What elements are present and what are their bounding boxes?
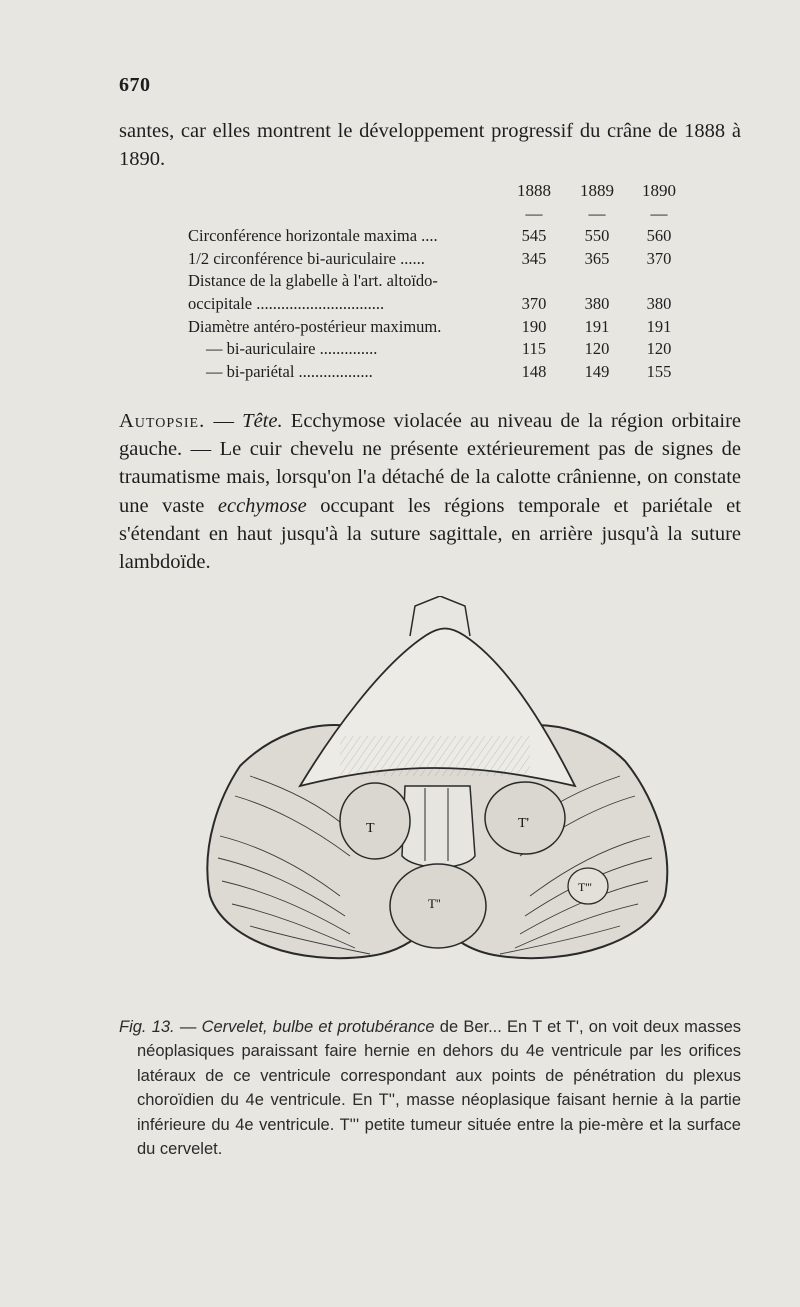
caption-dash: —	[174, 1018, 202, 1036]
row-label: Diamètre antéro-postérieur maximum.	[188, 316, 442, 336]
cell-1890: 191	[646, 316, 672, 336]
autopsy-heading: Autopsie.	[119, 410, 206, 432]
row-label: — bi-pariétal ..................	[206, 361, 373, 381]
row-label: occipitale ...............................	[188, 293, 385, 313]
year-1888: 1888	[517, 181, 551, 200]
label-T: T	[366, 821, 375, 836]
page-number: 670	[119, 74, 151, 96]
autopsy-text-2: occupant les régions temporale et pariétale et s'étendant en haut jusqu'à la suture sagittale, en arrière jusqu'à la suture lambdoïde.	[119, 494, 741, 574]
table-row	[188, 248, 688, 271]
table-row	[188, 293, 688, 316]
cell-1888: 345	[521, 248, 547, 268]
cell-1889: 120	[584, 339, 610, 359]
table-header-years	[188, 180, 688, 203]
cell-1890: 120	[646, 339, 672, 359]
cell-1888: 148	[521, 361, 547, 381]
autopsy-paragraph	[119, 407, 741, 576]
autopsy-subheading: Tête.	[242, 410, 283, 432]
cell-1890: 560	[646, 226, 672, 246]
cell-1889: 149	[584, 361, 610, 381]
year-1889: 1889	[580, 181, 614, 200]
caption-fig-label: Fig. 13.	[119, 1018, 175, 1036]
table-row	[188, 338, 688, 361]
caption-text: de Ber... En T et T', on voit deux masses néoplasiques paraissant faire hernie en dehors du 4e ventricule par les orifices latéraux de ce ventricule correspondant aux points de pénétration du plexus choroïdien du 4e ventricule. En T'', masse néoplasique faisant hernie à la partie inférieure du 4e ventricule. T''' petite tumeur située entre la pie-mère et la surface du cervelet.	[137, 1018, 742, 1159]
cell-1888: 545	[521, 226, 547, 246]
year-1890: 1890	[642, 181, 676, 200]
caption-title: Cervelet, bulbe et protubérance	[201, 1018, 435, 1036]
row-label: Distance de la glabelle à l'art. altoïdo-	[188, 271, 438, 291]
label-T-double-prime: T''	[428, 896, 441, 911]
table-row	[188, 316, 688, 339]
autopsy-emphasis: ecchymose	[217, 494, 307, 517]
intro-paragraph: santes, car elles montrent le développement progressif du crâne de 1888 à 1890.	[119, 120, 741, 171]
cell-1889: 191	[584, 316, 610, 336]
autopsy-text-1: Ecchymose violacée au niveau de la région orbitaire gauche. — Le cuir chevelu ne présente extérieurement pas de signes de traumatisme mais, lorsqu'on l'a détaché de la calotte crânienne, on constate une vaste	[119, 410, 741, 517]
table-header-dashes	[188, 203, 688, 226]
table-row	[188, 270, 688, 293]
cell-1890: 155	[646, 361, 672, 381]
table-row	[188, 361, 688, 384]
row-label: 1/2 circonférence bi-auriculaire ......	[188, 248, 425, 268]
label-T-prime: T'	[518, 816, 530, 831]
cell-1889: 380	[584, 293, 610, 313]
cerebellum-drawing	[180, 596, 690, 1006]
table-row	[188, 225, 688, 248]
figure-caption	[119, 1015, 741, 1161]
dash-1890: —	[650, 203, 668, 223]
cell-1889: 365	[584, 248, 610, 268]
cell-1888: 370	[521, 293, 547, 313]
row-label: Circonférence horizontale maxima ....	[188, 226, 438, 246]
dash-1889: —	[588, 203, 606, 223]
cell-1890: 380	[646, 293, 672, 313]
cell-1889: 550	[584, 226, 610, 246]
measurements-table	[188, 180, 688, 383]
cell-1890: 370	[646, 248, 672, 268]
row-label: — bi-auriculaire ..............	[206, 339, 378, 359]
autopsy-dash: —	[205, 410, 243, 432]
cell-1888: 190	[521, 316, 547, 336]
label-T-triple-prime: T'''	[578, 880, 592, 894]
cerebellum-figure	[180, 596, 690, 1006]
dash-1888: —	[525, 203, 543, 223]
cell-1888: 115	[521, 339, 547, 359]
